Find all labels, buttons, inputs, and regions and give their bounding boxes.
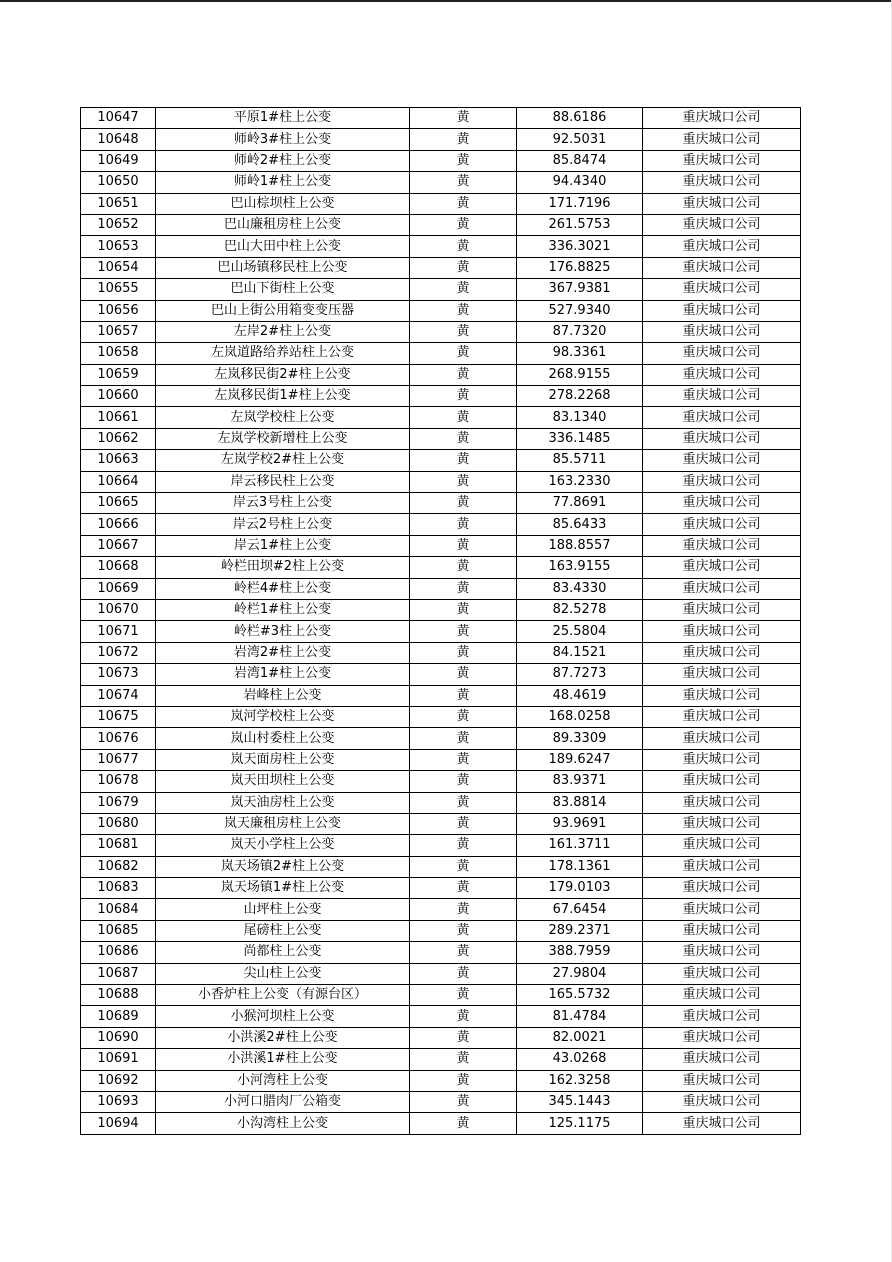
cell-name: 岩峰柱上公变	[156, 685, 410, 706]
cell-id: 10676	[81, 728, 156, 749]
cell-company: 重庆城口公司	[643, 771, 801, 792]
cell-name: 小香炉柱上公变（有源台区）	[156, 985, 410, 1006]
cell-value: 87.7320	[517, 321, 643, 342]
table-row	[81, 150, 801, 171]
table-row	[81, 129, 801, 150]
cell-id: 10664	[81, 471, 156, 492]
cell-company: 重庆城口公司	[643, 1049, 801, 1070]
table-row	[81, 813, 801, 834]
cell-value: 527.9340	[517, 300, 643, 321]
table-row	[81, 321, 801, 342]
cell-level: 黄	[410, 364, 517, 385]
cell-level: 黄	[410, 1091, 517, 1112]
cell-name: 岚河学校柱上公变	[156, 706, 410, 727]
table-row	[81, 835, 801, 856]
cell-level: 黄	[410, 257, 517, 278]
cell-name: 岚天田坝柱上公变	[156, 771, 410, 792]
table-row	[81, 493, 801, 514]
cell-company: 重庆城口公司	[643, 557, 801, 578]
cell-level: 黄	[410, 664, 517, 685]
cell-name: 巴山上街公用箱变变压器	[156, 300, 410, 321]
table-row	[81, 1091, 801, 1112]
cell-level: 黄	[410, 942, 517, 963]
cell-value: 261.5753	[517, 214, 643, 235]
cell-value: 88.6186	[517, 108, 643, 129]
cell-id: 10693	[81, 1091, 156, 1112]
table-body	[81, 108, 801, 1135]
cell-id: 10662	[81, 428, 156, 449]
cell-company: 重庆城口公司	[643, 386, 801, 407]
cell-value: 83.8814	[517, 792, 643, 813]
cell-id: 10686	[81, 942, 156, 963]
cell-id: 10648	[81, 129, 156, 150]
cell-name: 尖山柱上公变	[156, 963, 410, 984]
table-row	[81, 728, 801, 749]
cell-level: 黄	[410, 279, 517, 300]
table-row	[81, 364, 801, 385]
cell-name: 山坪柱上公变	[156, 899, 410, 920]
cell-value: 89.3309	[517, 728, 643, 749]
cell-name: 小河湾柱上公变	[156, 1070, 410, 1091]
cell-company: 重庆城口公司	[643, 407, 801, 428]
table-row	[81, 557, 801, 578]
cell-level: 黄	[410, 535, 517, 556]
table-row	[81, 172, 801, 193]
cell-level: 黄	[410, 728, 517, 749]
cell-value: 98.3361	[517, 343, 643, 364]
cell-level: 黄	[410, 1070, 517, 1091]
cell-level: 黄	[410, 407, 517, 428]
cell-level: 黄	[410, 685, 517, 706]
cell-company: 重庆城口公司	[643, 150, 801, 171]
cell-id: 10684	[81, 899, 156, 920]
table-row	[81, 193, 801, 214]
cell-id: 10669	[81, 578, 156, 599]
cell-id: 10654	[81, 257, 156, 278]
cell-company: 重庆城口公司	[643, 108, 801, 129]
cell-id: 10687	[81, 963, 156, 984]
cell-level: 黄	[410, 963, 517, 984]
cell-id: 10694	[81, 1113, 156, 1134]
table-row	[81, 942, 801, 963]
cell-id: 10670	[81, 599, 156, 620]
cell-company: 重庆城口公司	[643, 493, 801, 514]
cell-level: 黄	[410, 193, 517, 214]
cell-level: 黄	[410, 1027, 517, 1048]
cell-name: 小河口腊肉厂公箱变	[156, 1091, 410, 1112]
cell-company: 重庆城口公司	[643, 856, 801, 877]
cell-name: 巴山棕坝柱上公变	[156, 193, 410, 214]
cell-id: 10667	[81, 535, 156, 556]
cell-name: 岚天油房柱上公变	[156, 792, 410, 813]
cell-name: 师岭2#柱上公变	[156, 150, 410, 171]
cell-value: 163.2330	[517, 471, 643, 492]
cell-name: 岚天面房柱上公变	[156, 749, 410, 770]
cell-name: 岭栏1#柱上公变	[156, 599, 410, 620]
cell-id: 10649	[81, 150, 156, 171]
cell-company: 重庆城口公司	[643, 642, 801, 663]
cell-name: 巴山场镇移民柱上公变	[156, 257, 410, 278]
table-row	[81, 1049, 801, 1070]
cell-name: 岭栏田坝#2柱上公变	[156, 557, 410, 578]
cell-company: 重庆城口公司	[643, 257, 801, 278]
cell-id: 10650	[81, 172, 156, 193]
cell-name: 巴山下街柱上公变	[156, 279, 410, 300]
cell-company: 重庆城口公司	[643, 1091, 801, 1112]
cell-id: 10659	[81, 364, 156, 385]
cell-company: 重庆城口公司	[643, 129, 801, 150]
cell-id: 10647	[81, 108, 156, 129]
cell-name: 小沟湾柱上公变	[156, 1113, 410, 1134]
cell-value: 82.5278	[517, 599, 643, 620]
cell-level: 黄	[410, 792, 517, 813]
cell-value: 188.8557	[517, 535, 643, 556]
cell-value: 83.9371	[517, 771, 643, 792]
cell-name: 左岚学校柱上公变	[156, 407, 410, 428]
cell-id: 10666	[81, 514, 156, 535]
cell-level: 黄	[410, 450, 517, 471]
cell-company: 重庆城口公司	[643, 193, 801, 214]
cell-id: 10671	[81, 621, 156, 642]
cell-level: 黄	[410, 578, 517, 599]
cell-name: 巴山廉租房柱上公变	[156, 214, 410, 235]
cell-value: 268.9155	[517, 364, 643, 385]
cell-name: 岸云3号柱上公变	[156, 493, 410, 514]
cell-name: 岚天廉租房柱上公变	[156, 813, 410, 834]
cell-id: 10675	[81, 706, 156, 727]
cell-company: 重庆城口公司	[643, 599, 801, 620]
cell-company: 重庆城口公司	[643, 471, 801, 492]
cell-value: 85.8474	[517, 150, 643, 171]
cell-company: 重庆城口公司	[643, 878, 801, 899]
cell-name: 岚天场镇2#柱上公变	[156, 856, 410, 877]
cell-id: 10651	[81, 193, 156, 214]
cell-name: 岸云1#柱上公变	[156, 535, 410, 556]
cell-id: 10691	[81, 1049, 156, 1070]
cell-company: 重庆城口公司	[643, 300, 801, 321]
table-row	[81, 428, 801, 449]
cell-value: 168.0258	[517, 706, 643, 727]
cell-value: 81.4784	[517, 1006, 643, 1027]
cell-id: 10674	[81, 685, 156, 706]
table-row	[81, 1027, 801, 1048]
cell-id: 10663	[81, 450, 156, 471]
cell-level: 黄	[410, 428, 517, 449]
cell-company: 重庆城口公司	[643, 321, 801, 342]
table-row	[81, 407, 801, 428]
table-row	[81, 706, 801, 727]
cell-level: 黄	[410, 150, 517, 171]
cell-company: 重庆城口公司	[643, 621, 801, 642]
table-row	[81, 471, 801, 492]
cell-name: 小猴河坝柱上公变	[156, 1006, 410, 1027]
cell-name: 师岭1#柱上公变	[156, 172, 410, 193]
table-row	[81, 856, 801, 877]
cell-name: 平原1#柱上公变	[156, 108, 410, 129]
cell-level: 黄	[410, 813, 517, 834]
cell-value: 345.1443	[517, 1091, 643, 1112]
cell-level: 黄	[410, 108, 517, 129]
table-row	[81, 257, 801, 278]
cell-level: 黄	[410, 1049, 517, 1070]
table-row	[81, 279, 801, 300]
cell-level: 黄	[410, 386, 517, 407]
cell-level: 黄	[410, 706, 517, 727]
cell-name: 师岭3#柱上公变	[156, 129, 410, 150]
cell-company: 重庆城口公司	[643, 236, 801, 257]
cell-level: 黄	[410, 343, 517, 364]
cell-level: 黄	[410, 172, 517, 193]
table-row	[81, 535, 801, 556]
table-row	[81, 514, 801, 535]
cell-value: 278.2268	[517, 386, 643, 407]
cell-level: 黄	[410, 1113, 517, 1134]
table-row	[81, 878, 801, 899]
table-row	[81, 792, 801, 813]
cell-name: 尚都柱上公变	[156, 942, 410, 963]
cell-company: 重庆城口公司	[643, 172, 801, 193]
cell-id: 10672	[81, 642, 156, 663]
cell-value: 48.4619	[517, 685, 643, 706]
cell-name: 巴山大田中柱上公变	[156, 236, 410, 257]
cell-value: 27.9804	[517, 963, 643, 984]
cell-id: 10656	[81, 300, 156, 321]
cell-company: 重庆城口公司	[643, 963, 801, 984]
cell-id: 10668	[81, 557, 156, 578]
cell-name: 岸云移民柱上公变	[156, 471, 410, 492]
cell-name: 岩湾1#柱上公变	[156, 664, 410, 685]
cell-value: 87.7273	[517, 664, 643, 685]
cell-name: 左岚学校新增柱上公变	[156, 428, 410, 449]
table-row	[81, 771, 801, 792]
table-row	[81, 108, 801, 129]
table-row	[81, 236, 801, 257]
cell-level: 黄	[410, 642, 517, 663]
cell-level: 黄	[410, 749, 517, 770]
cell-id: 10683	[81, 878, 156, 899]
cell-id: 10690	[81, 1027, 156, 1048]
cell-name: 左岚移民街2#柱上公变	[156, 364, 410, 385]
cell-id: 10661	[81, 407, 156, 428]
cell-company: 重庆城口公司	[643, 899, 801, 920]
table-row	[81, 642, 801, 663]
cell-value: 165.5732	[517, 985, 643, 1006]
table-row	[81, 685, 801, 706]
cell-name: 左岚学校2#柱上公变	[156, 450, 410, 471]
cell-level: 黄	[410, 899, 517, 920]
cell-level: 黄	[410, 471, 517, 492]
cell-company: 重庆城口公司	[643, 728, 801, 749]
cell-id: 10678	[81, 771, 156, 792]
cell-company: 重庆城口公司	[643, 364, 801, 385]
cell-value: 179.0103	[517, 878, 643, 899]
cell-level: 黄	[410, 920, 517, 941]
table-row	[81, 621, 801, 642]
page-top-border	[0, 0, 892, 2]
cell-id: 10689	[81, 1006, 156, 1027]
cell-value: 94.4340	[517, 172, 643, 193]
cell-company: 重庆城口公司	[643, 942, 801, 963]
table-row	[81, 899, 801, 920]
table-row	[81, 578, 801, 599]
cell-level: 黄	[410, 557, 517, 578]
cell-value: 67.6454	[517, 899, 643, 920]
cell-id: 10685	[81, 920, 156, 941]
cell-company: 重庆城口公司	[643, 514, 801, 535]
cell-value: 83.4330	[517, 578, 643, 599]
cell-id: 10688	[81, 985, 156, 1006]
cell-name: 左岚道路给养站柱上公变	[156, 343, 410, 364]
cell-id: 10679	[81, 792, 156, 813]
transformer-table	[80, 107, 801, 1135]
cell-company: 重庆城口公司	[643, 428, 801, 449]
cell-value: 388.7959	[517, 942, 643, 963]
cell-value: 85.6433	[517, 514, 643, 535]
cell-company: 重庆城口公司	[643, 813, 801, 834]
table-row	[81, 1113, 801, 1134]
cell-company: 重庆城口公司	[643, 920, 801, 941]
cell-name: 尾磅柱上公变	[156, 920, 410, 941]
cell-id: 10677	[81, 749, 156, 770]
cell-level: 黄	[410, 621, 517, 642]
cell-value: 162.3258	[517, 1070, 643, 1091]
cell-value: 171.7196	[517, 193, 643, 214]
cell-name: 岭栏4#柱上公变	[156, 578, 410, 599]
cell-value: 83.1340	[517, 407, 643, 428]
cell-level: 黄	[410, 236, 517, 257]
cell-name: 小洪溪2#柱上公变	[156, 1027, 410, 1048]
cell-value: 336.3021	[517, 236, 643, 257]
cell-value: 93.9691	[517, 813, 643, 834]
table-row	[81, 214, 801, 235]
cell-name: 岚天场镇1#柱上公变	[156, 878, 410, 899]
cell-value: 367.9381	[517, 279, 643, 300]
cell-id: 10682	[81, 856, 156, 877]
cell-name: 岭栏#3柱上公变	[156, 621, 410, 642]
cell-id: 10653	[81, 236, 156, 257]
cell-value: 92.5031	[517, 129, 643, 150]
cell-company: 重庆城口公司	[643, 1113, 801, 1134]
table-row	[81, 1006, 801, 1027]
cell-value: 176.8825	[517, 257, 643, 278]
cell-company: 重庆城口公司	[643, 535, 801, 556]
cell-id: 10660	[81, 386, 156, 407]
table-row	[81, 664, 801, 685]
cell-value: 161.3711	[517, 835, 643, 856]
cell-company: 重庆城口公司	[643, 706, 801, 727]
cell-name: 左岸2#柱上公变	[156, 321, 410, 342]
cell-id: 10673	[81, 664, 156, 685]
table-row	[81, 450, 801, 471]
table-row	[81, 386, 801, 407]
cell-name: 左岚移民街1#柱上公变	[156, 386, 410, 407]
cell-id: 10658	[81, 343, 156, 364]
cell-company: 重庆城口公司	[643, 749, 801, 770]
cell-level: 黄	[410, 300, 517, 321]
cell-level: 黄	[410, 856, 517, 877]
cell-id: 10692	[81, 1070, 156, 1091]
table-row	[81, 920, 801, 941]
table-row	[81, 985, 801, 1006]
cell-level: 黄	[410, 771, 517, 792]
cell-name: 岚山村委柱上公变	[156, 728, 410, 749]
cell-value: 82.0021	[517, 1027, 643, 1048]
cell-company: 重庆城口公司	[643, 685, 801, 706]
cell-level: 黄	[410, 514, 517, 535]
cell-company: 重庆城口公司	[643, 664, 801, 685]
cell-level: 黄	[410, 1006, 517, 1027]
cell-level: 黄	[410, 835, 517, 856]
cell-name: 岚天小学柱上公变	[156, 835, 410, 856]
cell-company: 重庆城口公司	[643, 1027, 801, 1048]
table-row	[81, 1070, 801, 1091]
cell-level: 黄	[410, 321, 517, 342]
cell-company: 重庆城口公司	[643, 343, 801, 364]
cell-company: 重庆城口公司	[643, 1006, 801, 1027]
table-row	[81, 599, 801, 620]
cell-company: 重庆城口公司	[643, 214, 801, 235]
table-row	[81, 343, 801, 364]
cell-name: 岩湾2#柱上公变	[156, 642, 410, 663]
cell-value: 163.9155	[517, 557, 643, 578]
cell-company: 重庆城口公司	[643, 578, 801, 599]
cell-id: 10680	[81, 813, 156, 834]
cell-value: 25.5804	[517, 621, 643, 642]
cell-name: 小洪溪1#柱上公变	[156, 1049, 410, 1070]
cell-company: 重庆城口公司	[643, 835, 801, 856]
cell-level: 黄	[410, 599, 517, 620]
cell-id: 10652	[81, 214, 156, 235]
cell-level: 黄	[410, 129, 517, 150]
cell-company: 重庆城口公司	[643, 450, 801, 471]
cell-value: 189.6247	[517, 749, 643, 770]
cell-level: 黄	[410, 493, 517, 514]
cell-value: 336.1485	[517, 428, 643, 449]
cell-id: 10681	[81, 835, 156, 856]
cell-value: 178.1361	[517, 856, 643, 877]
cell-value: 77.8691	[517, 493, 643, 514]
cell-level: 黄	[410, 985, 517, 1006]
cell-company: 重庆城口公司	[643, 792, 801, 813]
cell-id: 10655	[81, 279, 156, 300]
cell-level: 黄	[410, 214, 517, 235]
cell-value: 289.2371	[517, 920, 643, 941]
cell-company: 重庆城口公司	[643, 279, 801, 300]
cell-value: 84.1521	[517, 642, 643, 663]
table-row	[81, 749, 801, 770]
cell-id: 10657	[81, 321, 156, 342]
cell-company: 重庆城口公司	[643, 1070, 801, 1091]
table-row	[81, 300, 801, 321]
cell-level: 黄	[410, 878, 517, 899]
cell-id: 10665	[81, 493, 156, 514]
cell-company: 重庆城口公司	[643, 985, 801, 1006]
cell-value: 43.0268	[517, 1049, 643, 1070]
cell-value: 85.5711	[517, 450, 643, 471]
cell-name: 岸云2号柱上公变	[156, 514, 410, 535]
cell-value: 125.1175	[517, 1113, 643, 1134]
table-row	[81, 963, 801, 984]
